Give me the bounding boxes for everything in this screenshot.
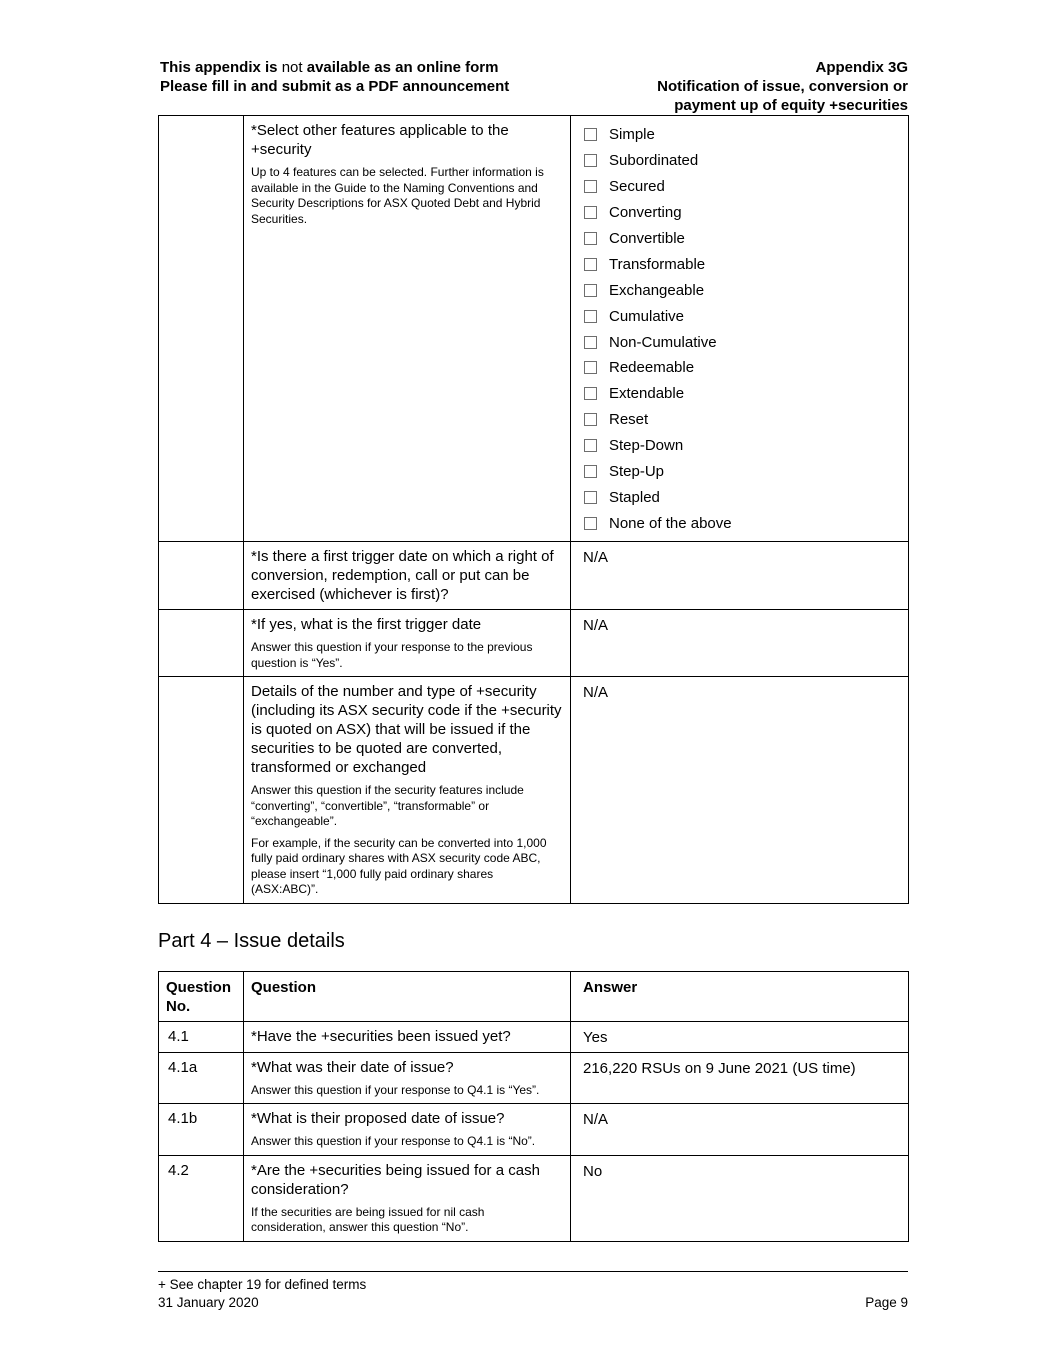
checkbox-item <box>584 329 900 355</box>
question-text: *What was their date of issue? <box>251 1058 454 1076</box>
checkbox[interactable] <box>584 128 597 141</box>
header-left-line2: Please fill in and submit as a PDF announcement <box>160 78 510 95</box>
answer-value: Yes <box>583 1028 608 1046</box>
checkbox[interactable] <box>584 258 597 271</box>
checkbox-item <box>584 433 900 459</box>
answer-value: N/A <box>583 1111 609 1129</box>
table-row <box>159 1155 909 1241</box>
checkbox-item <box>584 200 900 226</box>
checkbox-item <box>584 277 900 303</box>
checkbox-label: Secured <box>609 178 665 196</box>
question-text: *Is there a first trigger date on which a right of conversion, redemption, call or put can be exercised (whichever is first)? <box>251 548 554 604</box>
question-no: 4.1a <box>159 1052 244 1104</box>
question-cell <box>244 116 571 542</box>
table-row <box>159 1021 909 1052</box>
question-no: 4.2 <box>159 1155 244 1241</box>
question-text: *Select other features applicable to the +security <box>251 122 509 158</box>
checkbox-label: Stapled <box>609 488 660 506</box>
question-note: Answer this question if your response to Q4.1 is “Yes”. <box>251 1082 540 1097</box>
answer-cell <box>571 542 909 610</box>
answer-cell <box>571 116 909 542</box>
checkbox[interactable] <box>584 180 597 193</box>
answer-cell <box>571 610 909 677</box>
checkbox-label: Cumulative <box>609 307 685 325</box>
checkbox[interactable] <box>584 439 597 452</box>
checkbox-item <box>584 303 900 329</box>
checkbox-label: Step-Up <box>609 463 665 481</box>
features-checkbox-list <box>583 121 900 536</box>
checkbox-item <box>584 174 900 200</box>
checkbox-label: None of the above <box>609 514 732 532</box>
header-left <box>158 58 509 96</box>
table-row <box>159 116 909 542</box>
defined-terms-note: + See chapter 19 for defined terms <box>158 1277 367 1292</box>
checkbox-item <box>584 251 900 277</box>
page-number: Page 9 <box>865 1294 908 1310</box>
question-note: Answer this question if your response to Q4.1 is “No”. <box>251 1134 536 1149</box>
question-no-cell <box>159 542 244 610</box>
issue-details-table <box>158 971 909 1242</box>
page-footer <box>158 1271 908 1311</box>
question-text: *What is their proposed date of issue? <box>251 1110 505 1128</box>
checkbox[interactable] <box>584 361 597 374</box>
part4-heading: Part 4 – Issue details <box>158 929 345 952</box>
answer-cell <box>571 1104 909 1156</box>
question-note: Up to 4 features can be selected. Further information is available in the Guide to the Naming Conventions and Security Descriptions for ASX Quoted Debt and Hybrid Securities. <box>251 165 544 226</box>
checkbox-label: Subordinated <box>609 152 699 170</box>
checkbox-item <box>584 122 900 148</box>
checkbox-label: Convertible <box>609 230 685 247</box>
appendix-subtitle-line1: Notification of issue, conversion or <box>657 78 908 95</box>
question-note: Answer this question if the security features include “converting”, “convertible”, “transformable” or “exchangeable”. <box>251 783 524 829</box>
checkbox-item <box>584 148 900 174</box>
checkbox[interactable] <box>584 413 597 426</box>
table-row <box>159 610 909 677</box>
checkbox-label: Exchangeable <box>609 281 705 299</box>
question-cell <box>244 610 571 677</box>
question-cell <box>244 677 571 904</box>
checkbox-label: Non-Cumulative <box>609 333 717 351</box>
checkbox[interactable] <box>584 387 597 400</box>
checkbox-item <box>584 484 900 510</box>
question-cell <box>244 1021 571 1052</box>
appendix-subtitle-line2: payment up of equity +securities <box>674 97 908 114</box>
checkbox-label: Converting <box>609 204 682 222</box>
answer-value: No <box>583 1162 603 1180</box>
table-row <box>159 1104 909 1156</box>
checkbox[interactable] <box>584 232 597 245</box>
checkbox-item <box>584 510 900 536</box>
checkbox[interactable] <box>584 310 597 323</box>
security-features-table <box>158 115 909 904</box>
checkbox[interactable] <box>584 465 597 478</box>
answer-cell <box>571 1155 909 1241</box>
header-right <box>657 58 908 115</box>
answer-value: 216,220 RSUs on 9 June 2021 (US time) <box>583 1059 856 1077</box>
question-no-cell <box>159 610 244 677</box>
checkbox[interactable] <box>584 491 597 504</box>
table-row <box>159 1052 909 1104</box>
checkbox-item <box>584 226 900 252</box>
checkbox[interactable] <box>584 154 597 167</box>
answer-value: N/A <box>583 684 609 702</box>
appendix-title: Appendix 3G <box>815 59 908 76</box>
checkbox-label: Simple <box>609 126 655 144</box>
footer-date: 31 January 2020 <box>158 1294 259 1310</box>
checkbox[interactable] <box>584 284 597 297</box>
question-no: 4.1b <box>159 1104 244 1156</box>
checkbox-item <box>584 355 900 381</box>
answer-cell <box>571 677 909 904</box>
checkbox-item <box>584 459 900 485</box>
checkbox[interactable] <box>584 206 597 219</box>
question-no: 4.1 <box>159 1021 244 1052</box>
checkbox-label: Reset <box>609 411 649 429</box>
column-header-question-no: Question No. <box>159 971 244 1021</box>
question-cell <box>244 1155 571 1241</box>
question-cell <box>244 542 571 610</box>
question-no-cell <box>159 116 244 542</box>
question-text: *Are the +securities being issued for a cash consideration? <box>251 1161 540 1198</box>
checkbox[interactable] <box>584 517 597 530</box>
question-text: Details of the number and type of +security (including its ASX security code if the +security is quoted on ASX) that will be issued if the securities to be quoted are converted, transformed or exchanged <box>251 683 562 777</box>
question-text: *If yes, what is the first trigger date <box>251 616 482 634</box>
answer-cell <box>571 1052 909 1104</box>
question-no-cell <box>159 677 244 904</box>
answer-cell <box>571 1021 909 1052</box>
column-header-question: Question <box>244 971 571 1021</box>
table-row <box>159 677 909 904</box>
question-cell <box>244 1052 571 1104</box>
checkbox-label: Redeemable <box>609 359 695 377</box>
checkbox-label: Step-Down <box>609 437 684 455</box>
table-row <box>159 542 909 610</box>
question-text: *Have the +securities been issued yet? <box>251 1027 511 1045</box>
question-cell <box>244 1104 571 1156</box>
question-note: If the securities are being issued for nil cash consideration, answer this question “No”. <box>251 1204 485 1235</box>
checkbox-label: Transformable <box>609 255 706 273</box>
table-header-row <box>159 971 909 1021</box>
answer-value: N/A <box>583 617 609 635</box>
question-note: Answer this question if your response to the previous question is “Yes”. <box>251 640 533 670</box>
checkbox[interactable] <box>584 336 597 349</box>
page-header <box>158 58 908 115</box>
answer-value: N/A <box>583 549 609 567</box>
header-left-line1: This appendix is not available as an online form <box>160 59 499 76</box>
column-header-answer: Answer <box>571 971 909 1021</box>
checkbox-label: Extendable <box>609 385 685 403</box>
question-note: For example, if the security can be converted into 1,000 fully paid ordinary shares with ASX security code ABC, please insert “1,000 fully paid ordinary shares (ASX:ABC)”. <box>251 835 547 897</box>
checkbox-item <box>584 381 900 407</box>
checkbox-item <box>584 407 900 433</box>
